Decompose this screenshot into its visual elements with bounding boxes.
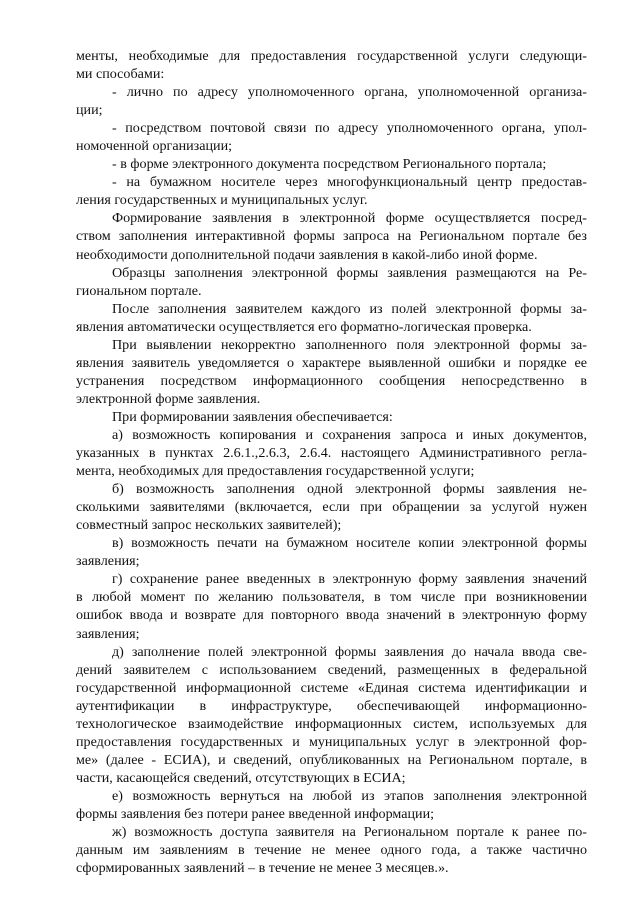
text-line: государственной информационной системе «Единая система идентификации и xyxy=(76,679,587,696)
text-line: номоченной организации; xyxy=(76,138,233,155)
text-line: заявления; xyxy=(76,625,140,642)
text-line: сколькими заявителями (включается, если при обращении за услугой нужен xyxy=(76,499,587,516)
text-line: а) возможность копирования и сохранения запроса и иных документов, xyxy=(112,426,587,443)
text-line: заявления; xyxy=(76,553,140,570)
text-line: ошибок ввода и возврате для повторного ввода значений в электронную форму xyxy=(76,607,587,624)
document-body-text xyxy=(76,47,587,877)
text-line: При формировании заявления обеспечивается: xyxy=(112,408,393,425)
text-line: технологическое взаимодействие информационных систем, используемых для xyxy=(76,715,587,732)
text-line: е) возможность вернуться на любой из этапов заполнения электронной xyxy=(112,787,587,804)
text-line: ме» (далее - ЕСИА), и сведений, опубликованных на Региональном портале, в xyxy=(76,751,587,768)
text-line: предоставления государственных и муниципальных услуг в электронной фор- xyxy=(76,733,587,750)
text-line: - на бумажном носителе через многофункциональный центр предостав- xyxy=(112,174,587,191)
text-line: необходимости дополнительной подачи заявления в какой-либо иной форме. xyxy=(76,246,538,263)
text-line: ж) возможность доступа заявителя на Региональном портале к ранее по- xyxy=(112,824,587,841)
text-line: электронной форме заявления. xyxy=(76,390,261,407)
text-line: б) возможность заполнения одной электронной формы заявления не- xyxy=(112,481,587,498)
text-line: формы заявления без потери ранее введенной информации; xyxy=(76,805,435,822)
text-line: явления автоматически осуществляется его форматно-логическая проверка. xyxy=(76,318,532,335)
text-line: После заполнения заявителем каждого из полей электронной формы за- xyxy=(112,300,587,317)
text-line: данным им заявлениям в течение не менее одного года, а также частично xyxy=(76,842,587,859)
text-line: ством заполнения интерактивной формы запроса на Региональном портале без xyxy=(76,228,587,245)
text-line: - посредством почтовой связи по адресу уполномоченного органа, упол- xyxy=(112,120,587,137)
text-line: явления заявитель уведомляется о характере выявленной ошибки и порядке ее xyxy=(76,354,587,371)
text-line: указанных в пунктах 2.6.1.,2.6.3, 2.6.4. настоящего Административного регла- xyxy=(76,445,587,462)
text-line: д) заполнение полей электронной формы заявления до начала ввода све- xyxy=(112,643,587,660)
text-line: в любой момент по желанию пользователя, в том числе при возникновении xyxy=(76,589,587,606)
text-line: совместный запрос нескольких заявителей); xyxy=(76,517,342,534)
text-line: части, касающейся сведений, отсутствующих в ЕСИА; xyxy=(76,769,406,786)
text-line: устранения посредством информационного сообщения непосредственно в xyxy=(76,372,587,389)
text-line: Формирование заявления в электронной форме осуществляется посред- xyxy=(112,210,587,227)
text-line: аутентификации в инфраструктуре, обеспечивающей информационно- xyxy=(76,697,587,714)
text-line: в) возможность печати на бумажном носителе копии электронной формы xyxy=(112,535,587,552)
text-line: сформированных заявлений – в течение не менее 3 месяцев.». xyxy=(76,860,449,877)
text-line: - в форме электронного документа посредством Регионального портала; xyxy=(112,156,547,173)
text-line: дений заявителем с использованием сведений, размещенных в федеральной xyxy=(76,661,587,678)
text-line: г) сохранение ранее введенных в электронную форму заявления значений xyxy=(112,571,587,588)
text-line: мента, необходимых для предоставления государственной услуги; xyxy=(76,463,475,480)
text-line: менты, необходимые для предоставления государственной услуги следующи- xyxy=(76,48,587,64)
text-line: Образцы заполнения электронной формы заявления размещаются на Ре- xyxy=(112,264,587,281)
text-line: ми способами: xyxy=(76,66,165,83)
text-line: ции; xyxy=(76,102,103,119)
text-line: гиональном портале. xyxy=(76,282,202,299)
text-line: ления государственных и муниципальных услуг. xyxy=(76,192,368,209)
text-line: При выявлении некорректно заполненного поля электронной формы за- xyxy=(112,336,587,353)
text-line: - лично по адресу уполномоченного органа, уполномоченной организа- xyxy=(112,84,587,101)
